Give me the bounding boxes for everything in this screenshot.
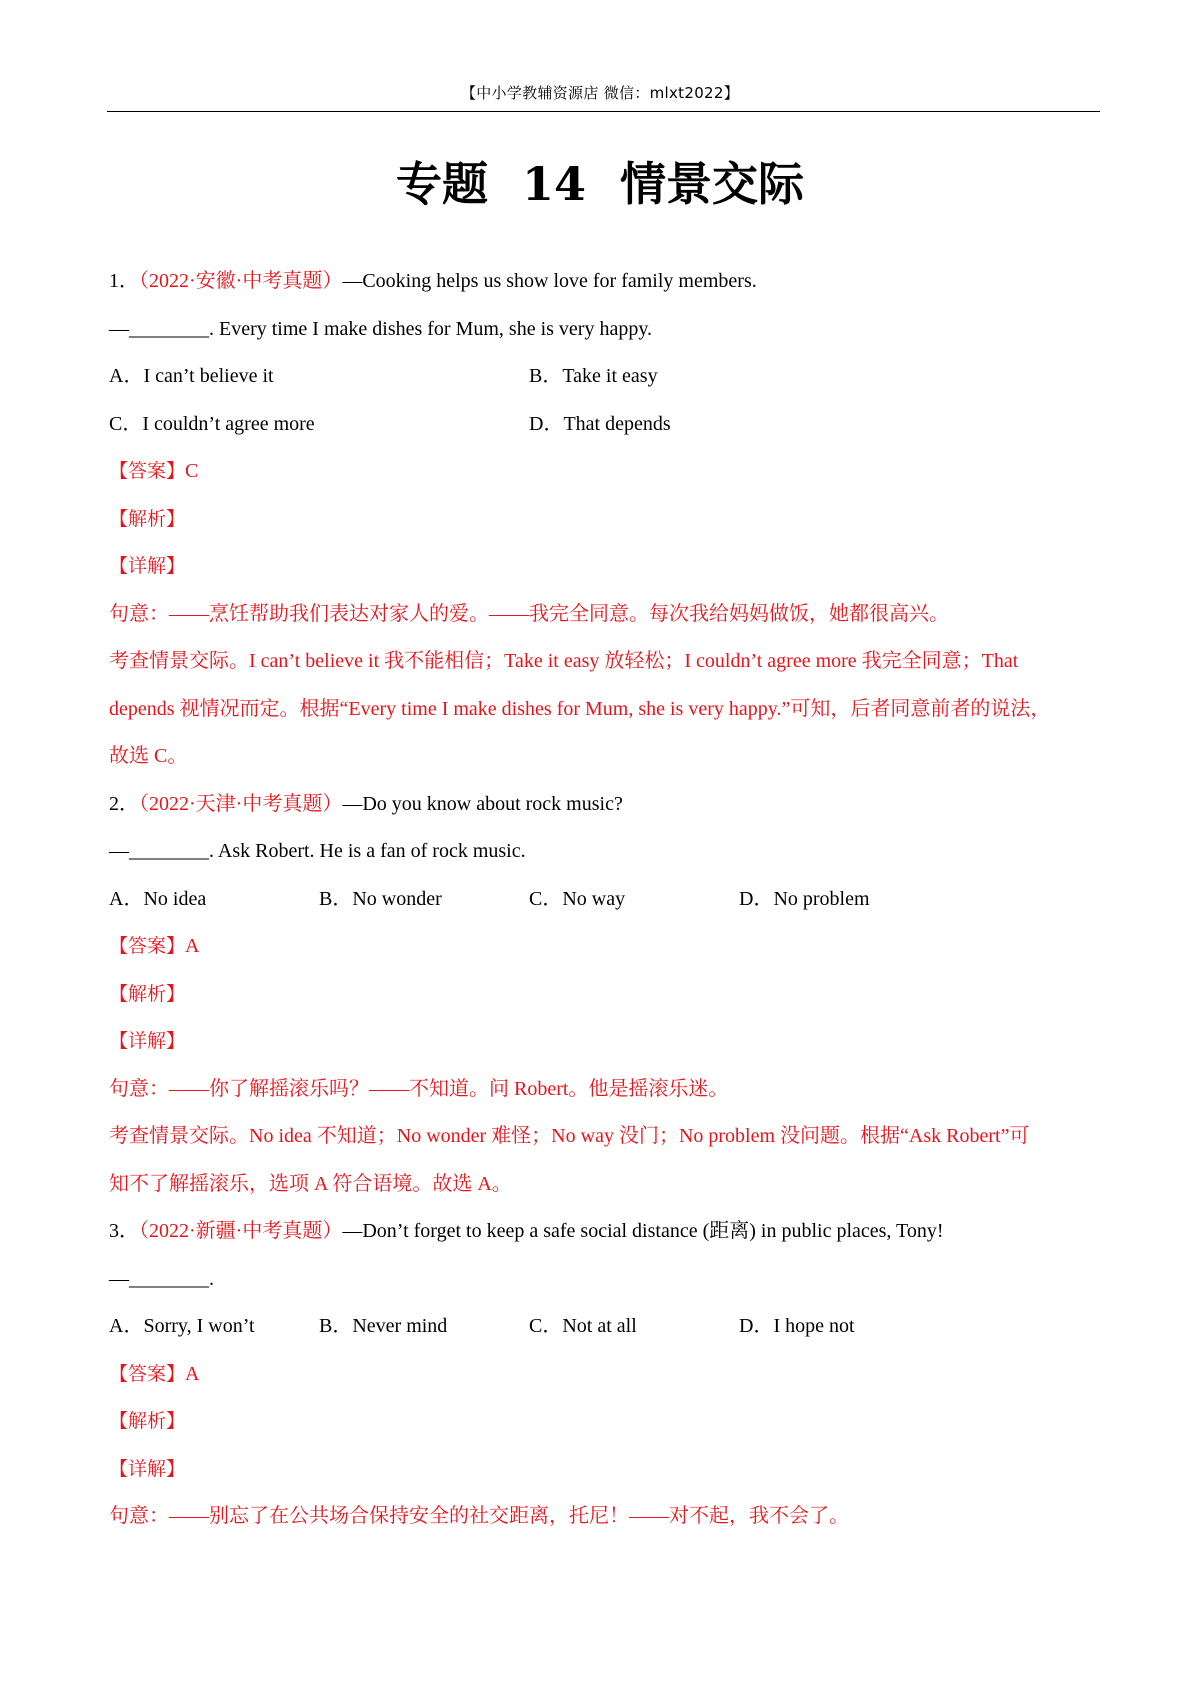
question-number: 2．: [109, 792, 139, 815]
answer-value: C: [185, 460, 199, 482]
question-stem: [109, 1208, 1099, 1256]
question-2: [109, 781, 1099, 1209]
explanation-line: 考查情景交际。I can’t believe it 我不能相信；Take it easy 放轻松；I couldn’t agree more 我完全同意；That: [109, 650, 1019, 672]
options-row: [109, 876, 1099, 924]
question-source: （2022·安徽·中考真题）: [139, 270, 343, 292]
option-d: D．I hope not: [739, 1315, 855, 1337]
question-stem: [109, 781, 1099, 829]
question-list: [109, 258, 1099, 1541]
answer-label: 【答案】: [109, 1362, 186, 1385]
question-text: —Cooking helps us show love for family members.: [342, 270, 757, 292]
question-stem: [109, 258, 1099, 306]
option-a: A．No idea: [109, 887, 207, 910]
question-response: —________. Every time I make dishes for Mum, she is very happy.: [109, 317, 653, 340]
answer-label: 【答案】: [109, 460, 186, 482]
option-d: D．No problem: [739, 887, 870, 910]
option-b: B．Take it easy: [529, 365, 658, 387]
question-number: 1．: [109, 270, 139, 292]
detail-label: 【详解】: [109, 555, 186, 577]
answer-line: [109, 448, 1099, 496]
question-text: —Don’t forget to keep a safe social distance (距离) in public places, Tony!: [342, 1220, 944, 1242]
answer-line: [109, 1351, 1099, 1399]
options-row: [109, 1303, 1099, 1351]
option-b: B．No wonder: [319, 887, 442, 910]
question-text: —Do you know about rock music?: [342, 792, 623, 815]
explanation-line: 句意：——别忘了在公共场合保持安全的社交距离，托尼！——对不起，我不会了。: [109, 1505, 849, 1527]
header-divider: [107, 111, 1100, 112]
options-row: [109, 401, 1099, 449]
option-a: A．I can’t believe it: [109, 365, 274, 387]
answer-label: 【答案】: [109, 935, 186, 957]
explanation-line: depends 视情况而定。根据“Every time I make dishes for Mum, she is very happy.”可知，后者同意前者的说法，: [109, 697, 1051, 720]
explanation-line: 故选 C。: [109, 745, 188, 767]
question-source: （2022·天津·中考真题）: [139, 792, 343, 815]
option-b: B．Never mind: [319, 1315, 448, 1337]
answer-value: A: [185, 935, 200, 957]
option-c: C．No way: [529, 887, 626, 910]
explanation-line: 句意：——你了解摇滚乐吗？——不知道。问 Robert。他是摇滚乐迷。: [109, 1077, 729, 1100]
explanation-line: 考查情景交际。No idea 不知道；No wonder 难怪；No way 没门；No problem 没问题。根据“Ask Robert”可: [109, 1125, 1030, 1147]
option-d: D．That depends: [529, 412, 671, 435]
detail-label: 【详解】: [109, 1030, 186, 1052]
question-3: [109, 1208, 1099, 1541]
question-source: （2022·新疆·中考真题）: [139, 1220, 343, 1242]
option-c: C．I couldn’t agree more: [109, 412, 315, 435]
question-response: —________.: [109, 1267, 214, 1290]
explanation-line: 句意：——烹饪帮助我们表达对家人的爱。——我完全同意。每次我给妈妈做饭，她都很高兴。: [109, 602, 949, 625]
option-a: A．Sorry, I won’t: [109, 1315, 255, 1337]
question-response: —________. Ask Robert. He is a fan of rock music.: [109, 840, 526, 862]
question-number: 3．: [109, 1220, 139, 1242]
options-row: [109, 353, 1099, 401]
analysis-label: 【解析】: [109, 982, 186, 1005]
option-c: C．Not at all: [529, 1315, 637, 1337]
question-1: [109, 258, 1099, 781]
explanation-line: 知不了解摇滚乐，选项 A 符合语境。故选 A。: [109, 1172, 512, 1195]
answer-line: [109, 923, 1099, 971]
answer-value: A: [185, 1362, 200, 1385]
page-header: 【中小学教辅资源店 微信：mlxt2022】: [460, 84, 740, 102]
analysis-label: 【解析】: [109, 507, 186, 530]
analysis-label: 【解析】: [109, 1410, 186, 1432]
detail-label: 【详解】: [109, 1457, 186, 1480]
page-title: 专题 14 情景交际: [395, 157, 805, 211]
